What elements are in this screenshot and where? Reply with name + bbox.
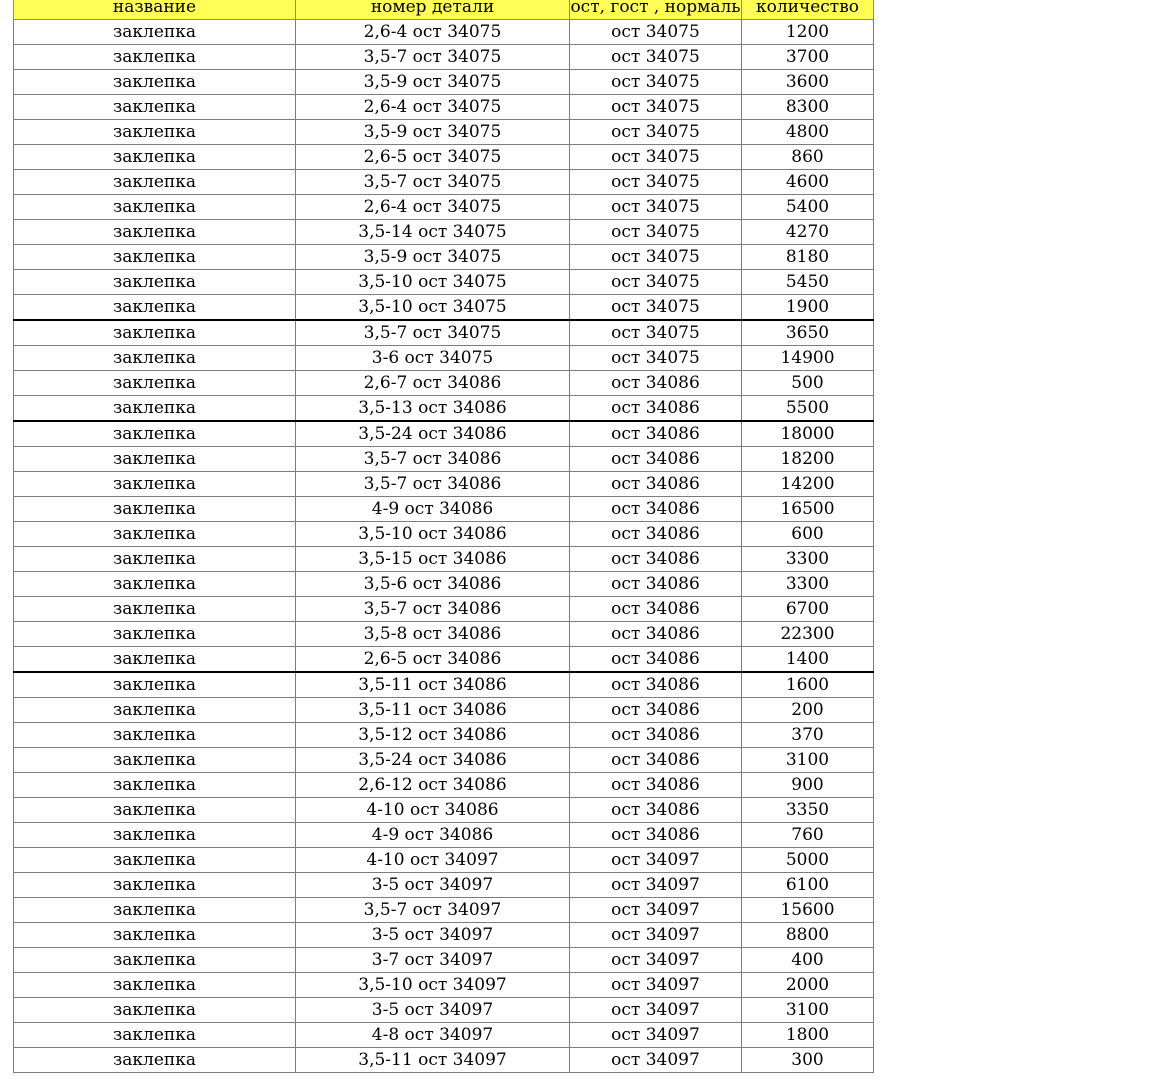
cell-name[interactable]: заклепка: [14, 923, 296, 948]
cell-name[interactable]: заклепка: [14, 95, 296, 120]
table-row: [14, 1048, 874, 1073]
cell-standard[interactable]: ост 34086: [570, 396, 742, 422]
table-row: [14, 547, 874, 572]
table-row: [14, 848, 874, 873]
cell-part-number[interactable]: 3,5-9 ост 34075: [296, 245, 570, 270]
cell-name[interactable]: заклепка: [14, 973, 296, 998]
cell-standard[interactable]: ост 34075: [570, 170, 742, 195]
cell-part-number[interactable]: 3,5-11 ост 34097: [296, 1048, 570, 1073]
table-row: [14, 195, 874, 220]
cell-quantity[interactable]: 8800: [742, 923, 874, 948]
cell-part-number[interactable]: 3,5-7 ост 34075: [296, 170, 570, 195]
cell-standard[interactable]: ост 34086: [570, 421, 742, 447]
cell-quantity[interactable]: 4600: [742, 170, 874, 195]
cell-standard[interactable]: ост 34086: [570, 823, 742, 848]
table-row: [14, 923, 874, 948]
cell-part-number[interactable]: 3-5 ост 34097: [296, 998, 570, 1023]
cell-standard[interactable]: ост 34075: [570, 145, 742, 170]
cell-standard[interactable]: ост 34097: [570, 898, 742, 923]
cell-standard[interactable]: ост 34097: [570, 923, 742, 948]
cell-quantity[interactable]: 3700: [742, 45, 874, 70]
cell-name[interactable]: заклепка: [14, 195, 296, 220]
cell-part-number[interactable]: 2,6-4 ост 34075: [296, 95, 570, 120]
cell-name[interactable]: заклепка: [14, 698, 296, 723]
table-row: [14, 270, 874, 295]
cell-standard[interactable]: ост 34086: [570, 672, 742, 698]
cell-standard[interactable]: ост 34086: [570, 447, 742, 472]
table-row: [14, 823, 874, 848]
cell-quantity[interactable]: 18200: [742, 447, 874, 472]
cell-name[interactable]: заклепка: [14, 270, 296, 295]
cell-quantity[interactable]: 500: [742, 371, 874, 396]
cell-part-number[interactable]: 2,6-4 ост 34075: [296, 195, 570, 220]
cell-name[interactable]: заклепка: [14, 622, 296, 647]
cell-standard[interactable]: ост 34097: [570, 973, 742, 998]
cell-quantity[interactable]: 18000: [742, 421, 874, 447]
cell-standard[interactable]: ост 34097: [570, 1023, 742, 1048]
table-row: [14, 421, 874, 447]
cell-name[interactable]: заклепка: [14, 245, 296, 270]
cell-part-number[interactable]: 3,5-10 ост 34075: [296, 295, 570, 321]
cell-standard[interactable]: ост 34075: [570, 270, 742, 295]
cell-name[interactable]: заклепка: [14, 447, 296, 472]
cell-quantity[interactable]: 3100: [742, 998, 874, 1023]
cell-name[interactable]: заклепка: [14, 20, 296, 45]
cell-standard[interactable]: ост 34075: [570, 245, 742, 270]
cell-name[interactable]: заклепка: [14, 497, 296, 522]
cell-part-number[interactable]: 3,5-24 ост 34086: [296, 421, 570, 447]
cell-standard[interactable]: ост 34086: [570, 748, 742, 773]
cell-part-number[interactable]: 3-5 ост 34097: [296, 873, 570, 898]
cell-part-number[interactable]: 3-6 ост 34075: [296, 346, 570, 371]
cell-part-number[interactable]: 3,5-7 ост 34075: [296, 320, 570, 346]
table-row: [14, 472, 874, 497]
cell-standard[interactable]: ост 34075: [570, 320, 742, 346]
cell-quantity[interactable]: 2000: [742, 973, 874, 998]
cell-part-number[interactable]: 3,5-11 ост 34086: [296, 672, 570, 698]
table-row: [14, 95, 874, 120]
cell-quantity[interactable]: 3600: [742, 70, 874, 95]
header-standard[interactable]: ост, гост , нормаль: [570, 0, 742, 20]
cell-part-number[interactable]: 4-9 ост 34086: [296, 497, 570, 522]
cell-standard[interactable]: ост 34086: [570, 698, 742, 723]
cell-standard[interactable]: ост 34075: [570, 120, 742, 145]
table-row: [14, 295, 874, 321]
cell-name[interactable]: заклепка: [14, 145, 296, 170]
cell-name[interactable]: заклепка: [14, 396, 296, 422]
cell-quantity[interactable]: 5450: [742, 270, 874, 295]
parts-table: [13, 0, 874, 1073]
cell-quantity[interactable]: 16500: [742, 497, 874, 522]
cell-part-number[interactable]: 2,6-4 ост 34075: [296, 20, 570, 45]
table-row: [14, 396, 874, 422]
cell-part-number[interactable]: 2,6-12 ост 34086: [296, 773, 570, 798]
table-row: [14, 798, 874, 823]
cell-part-number[interactable]: 3-5 ост 34097: [296, 923, 570, 948]
cell-name[interactable]: заклепка: [14, 798, 296, 823]
cell-quantity[interactable]: 900: [742, 773, 874, 798]
cell-name[interactable]: заклепка: [14, 170, 296, 195]
table-row: [14, 145, 874, 170]
cell-quantity[interactable]: 200: [742, 698, 874, 723]
cell-quantity[interactable]: 1900: [742, 295, 874, 321]
cell-standard[interactable]: ост 34086: [570, 798, 742, 823]
cell-quantity[interactable]: 860: [742, 145, 874, 170]
cell-standard[interactable]: ост 34075: [570, 20, 742, 45]
cell-part-number[interactable]: 3,5-9 ост 34075: [296, 120, 570, 145]
cell-name[interactable]: заклепка: [14, 295, 296, 321]
table-row: [14, 20, 874, 45]
cell-standard[interactable]: ост 34086: [570, 572, 742, 597]
cell-quantity[interactable]: 14900: [742, 346, 874, 371]
cell-name[interactable]: заклепка: [14, 748, 296, 773]
cell-quantity[interactable]: 6700: [742, 597, 874, 622]
cell-quantity[interactable]: 5000: [742, 848, 874, 873]
cell-part-number[interactable]: 2,6-5 ост 34086: [296, 647, 570, 673]
table-row: [14, 998, 874, 1023]
cell-name[interactable]: заклепка: [14, 1023, 296, 1048]
cell-standard[interactable]: ост 34086: [570, 522, 742, 547]
cell-standard[interactable]: ост 34086: [570, 622, 742, 647]
cell-part-number[interactable]: 3,5-15 ост 34086: [296, 547, 570, 572]
cell-quantity[interactable]: 5400: [742, 195, 874, 220]
cell-part-number[interactable]: 2,6-5 ост 34075: [296, 145, 570, 170]
cell-quantity[interactable]: 5500: [742, 396, 874, 422]
cell-part-number[interactable]: 3,5-10 ост 34097: [296, 973, 570, 998]
cell-part-number[interactable]: 3,5-10 ост 34086: [296, 522, 570, 547]
cell-standard[interactable]: ост 34097: [570, 873, 742, 898]
cell-part-number[interactable]: 3,5-11 ост 34086: [296, 698, 570, 723]
table-row: [14, 672, 874, 698]
cell-name[interactable]: заклепка: [14, 421, 296, 447]
table-body: [14, 20, 874, 1073]
cell-standard[interactable]: ост 34097: [570, 1048, 742, 1073]
table-row: [14, 873, 874, 898]
cell-name[interactable]: заклепка: [14, 948, 296, 973]
cell-standard[interactable]: ост 34086: [570, 723, 742, 748]
table-row: [14, 1023, 874, 1048]
cell-name[interactable]: заклепка: [14, 472, 296, 497]
cell-standard[interactable]: ост 34075: [570, 70, 742, 95]
cell-part-number[interactable]: 3,5-24 ост 34086: [296, 748, 570, 773]
cell-quantity[interactable]: 3300: [742, 572, 874, 597]
table-row: [14, 898, 874, 923]
cell-part-number[interactable]: 3,5-6 ост 34086: [296, 572, 570, 597]
cell-name[interactable]: заклепка: [14, 647, 296, 673]
cell-name[interactable]: заклепка: [14, 898, 296, 923]
cell-quantity[interactable]: 15600: [742, 898, 874, 923]
table-row: [14, 773, 874, 798]
cell-quantity[interactable]: 1200: [742, 20, 874, 45]
cell-quantity[interactable]: 760: [742, 823, 874, 848]
table-row: [14, 70, 874, 95]
table-row: [14, 748, 874, 773]
cell-name[interactable]: заклепка: [14, 45, 296, 70]
cell-standard[interactable]: ост 34086: [570, 472, 742, 497]
cell-part-number[interactable]: 2,6-7 ост 34086: [296, 371, 570, 396]
cell-standard[interactable]: ост 34075: [570, 220, 742, 245]
table-row: [14, 973, 874, 998]
table-row: [14, 371, 874, 396]
cell-name[interactable]: заклепка: [14, 522, 296, 547]
cell-standard[interactable]: ост 34097: [570, 948, 742, 973]
table-row: [14, 522, 874, 547]
cell-standard[interactable]: ост 34075: [570, 45, 742, 70]
cell-part-number[interactable]: 3,5-9 ост 34075: [296, 70, 570, 95]
cell-quantity[interactable]: 8300: [742, 95, 874, 120]
cell-part-number[interactable]: 3,5-13 ост 34086: [296, 396, 570, 422]
cell-quantity[interactable]: 400: [742, 948, 874, 973]
cell-name[interactable]: заклепка: [14, 1048, 296, 1073]
cell-part-number[interactable]: 4-10 ост 34097: [296, 848, 570, 873]
cell-name[interactable]: заклепка: [14, 873, 296, 898]
cell-standard[interactable]: ост 34075: [570, 295, 742, 321]
cell-quantity[interactable]: 3650: [742, 320, 874, 346]
cell-standard[interactable]: ост 34086: [570, 597, 742, 622]
table-row: [14, 45, 874, 70]
cell-quantity[interactable]: 4800: [742, 120, 874, 145]
header-row: [14, 0, 874, 20]
cell-standard[interactable]: ост 34086: [570, 647, 742, 673]
cell-part-number[interactable]: 4-9 ост 34086: [296, 823, 570, 848]
cell-name[interactable]: заклепка: [14, 773, 296, 798]
header-part-number[interactable]: номер детали: [296, 0, 570, 20]
cell-name[interactable]: заклепка: [14, 823, 296, 848]
cell-name[interactable]: заклепка: [14, 572, 296, 597]
cell-name[interactable]: заклепка: [14, 120, 296, 145]
header-name[interactable]: название: [14, 0, 296, 20]
cell-part-number[interactable]: 3,5-14 ост 34075: [296, 220, 570, 245]
cell-quantity[interactable]: 1800: [742, 1023, 874, 1048]
cell-quantity[interactable]: 14200: [742, 472, 874, 497]
cell-name[interactable]: заклепка: [14, 70, 296, 95]
cell-quantity[interactable]: 4270: [742, 220, 874, 245]
cell-quantity[interactable]: 600: [742, 522, 874, 547]
cell-quantity[interactable]: 3300: [742, 547, 874, 572]
cell-standard[interactable]: ост 34086: [570, 547, 742, 572]
cell-part-number[interactable]: 3,5-10 ост 34075: [296, 270, 570, 295]
cell-quantity[interactable]: 3350: [742, 798, 874, 823]
table-row: [14, 220, 874, 245]
cell-standard[interactable]: ост 34097: [570, 848, 742, 873]
cell-part-number[interactable]: 3,5-7 ост 34075: [296, 45, 570, 70]
cell-part-number[interactable]: 3,5-8 ост 34086: [296, 622, 570, 647]
cell-part-number[interactable]: 3,5-7 ост 34086: [296, 597, 570, 622]
table-row: [14, 948, 874, 973]
cell-standard[interactable]: ост 34075: [570, 346, 742, 371]
cell-standard[interactable]: ост 34075: [570, 95, 742, 120]
table-row: [14, 572, 874, 597]
cell-name[interactable]: заклепка: [14, 346, 296, 371]
header-quantity[interactable]: количество: [742, 0, 874, 20]
table-row: [14, 447, 874, 472]
cell-name[interactable]: заклепка: [14, 547, 296, 572]
cell-part-number[interactable]: 3,5-7 ост 34097: [296, 898, 570, 923]
cell-quantity[interactable]: 3100: [742, 748, 874, 773]
cell-standard[interactable]: ост 34086: [570, 497, 742, 522]
cell-standard[interactable]: ост 34086: [570, 773, 742, 798]
table-row: [14, 723, 874, 748]
cell-standard[interactable]: ост 34075: [570, 195, 742, 220]
cell-name[interactable]: заклепка: [14, 597, 296, 622]
cell-standard[interactable]: ост 34086: [570, 371, 742, 396]
table-row: [14, 170, 874, 195]
cell-quantity[interactable]: 300: [742, 1048, 874, 1073]
cell-part-number[interactable]: 3,5-7 ост 34086: [296, 472, 570, 497]
table-row: [14, 120, 874, 145]
cell-quantity[interactable]: 8180: [742, 245, 874, 270]
table-row: [14, 497, 874, 522]
cell-name[interactable]: заклепка: [14, 320, 296, 346]
cell-name[interactable]: заклепка: [14, 723, 296, 748]
table-row: [14, 346, 874, 371]
cell-part-number[interactable]: 3,5-7 ост 34086: [296, 447, 570, 472]
cell-part-number[interactable]: 3-7 ост 34097: [296, 948, 570, 973]
table-row: [14, 647, 874, 673]
cell-part-number[interactable]: 3,5-12 ост 34086: [296, 723, 570, 748]
cell-standard[interactable]: ост 34097: [570, 998, 742, 1023]
cell-quantity[interactable]: 6100: [742, 873, 874, 898]
table-row: [14, 245, 874, 270]
cell-part-number[interactable]: 4-8 ост 34097: [296, 1023, 570, 1048]
cell-name[interactable]: заклепка: [14, 672, 296, 698]
table-row: [14, 698, 874, 723]
cell-part-number[interactable]: 4-10 ост 34086: [296, 798, 570, 823]
cell-name[interactable]: заклепка: [14, 220, 296, 245]
table-row: [14, 597, 874, 622]
cell-quantity[interactable]: 1400: [742, 647, 874, 673]
cell-name[interactable]: заклепка: [14, 848, 296, 873]
cell-quantity[interactable]: 1600: [742, 672, 874, 698]
table-row: [14, 320, 874, 346]
cell-name[interactable]: заклепка: [14, 998, 296, 1023]
cell-quantity[interactable]: 370: [742, 723, 874, 748]
cell-quantity[interactable]: 22300: [742, 622, 874, 647]
cell-name[interactable]: заклепка: [14, 371, 296, 396]
table-row: [14, 622, 874, 647]
